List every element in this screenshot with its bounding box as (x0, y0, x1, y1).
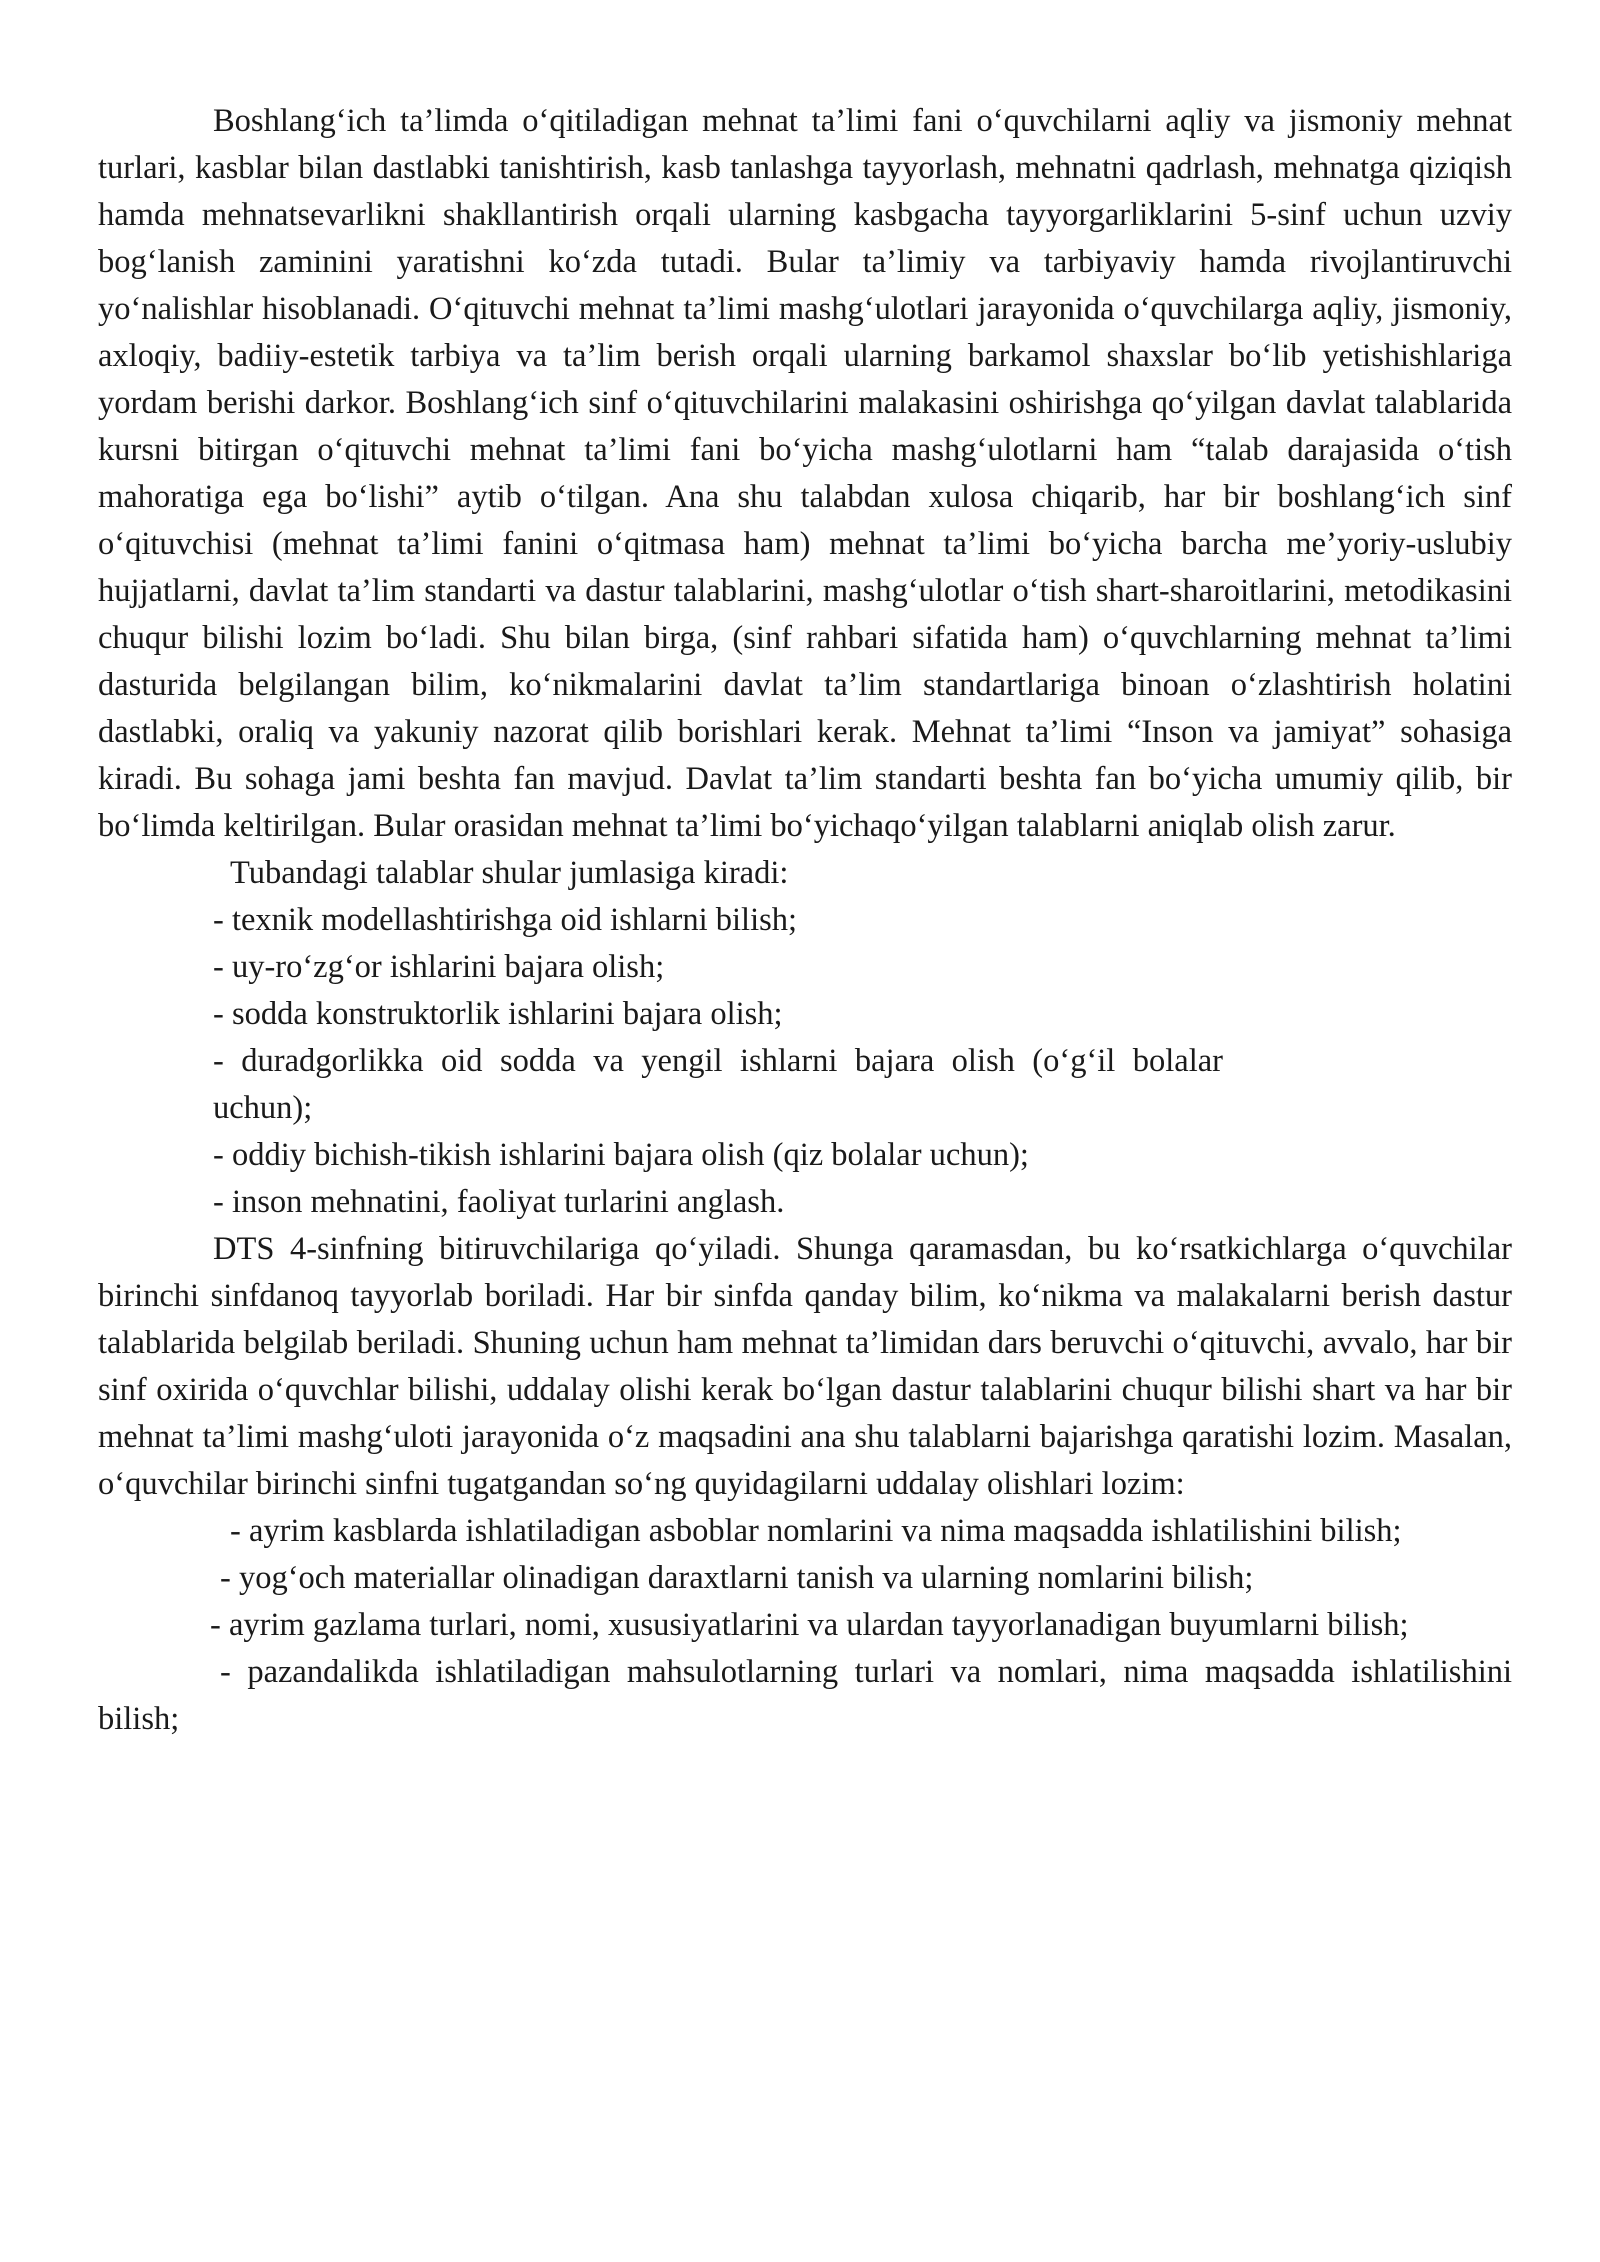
first-grade-skills-list (98, 1508, 1512, 1743)
skill-item: - yog‘och materiallar olinadigan daraxtlarni tanish va ularning nomlarini bilish; (220, 1560, 1254, 1596)
requirement-item: - uy-ro‘zg‘or ishlarini bajara olish; (213, 949, 665, 985)
requirement-item: - sodda konstruktorlik ishlarini bajara olish; (213, 996, 783, 1032)
requirement-item: - duradgorlikka oid sodda va yengil ishlarni bajara olish (o‘g‘il bolalar uchun); (213, 1043, 1223, 1126)
document-page (98, 98, 1512, 1743)
skill-item: - pazandalikda ishlatiladigan mahsulotlarning turlari va nomlari, nima maqsadda ishlatilishini bilish; (98, 1654, 1512, 1737)
requirement-item: - texnik modellashtirishga oid ishlarni bilish; (213, 902, 798, 938)
intro-paragraph: Boshlang‘ich ta’limda o‘qitiladigan mehnat ta’limi fani o‘quvchilarni aqliy va jismoniy mehnat turlari, kasblar bilan dastlabki tanishtirish, kasb tanlashga tayyorlash, mehnatni qadrlash, mehnatga qiziqish hamda mehnatsevarlikni shakllantirish orqali ularning kasbgacha tayyorgarliklarini 5-sinf uchun uzviy bog‘lanish zaminini yaratishni ko‘zda tutadi. Bular ta’limiy va tarbiyaviy hamda rivojlantiruvchi yo‘nalishlar hisoblanadi. O‘qituvchi mehnat ta’limi mashg‘ulotlari jarayonida o‘quvchilarga aqliy, jismoniy, axloqiy, badiiy-estetik tarbiya va ta’lim berish orqali ularning barkamol shaxslar bo‘lib yetishishlariga yordam berishi darkor. Boshlang‘ich sinf o‘qituvchilarini malakasini oshirishga qo‘yilgan davlat talablarida kursni bitirgan o‘qituvchi mehnat ta’limi fani bo‘yicha mashg‘ulotlarni ham “talab darajasida o‘tish mahoratiga ega bo‘lishi” aytib o‘tilgan. Ana shu talabdan xulosa chiqarib, har bir boshlang‘ich sinf o‘qituvchisi (mehnat ta’limi fanini o‘qitmasa ham) mehnat ta’limi bo‘yicha barcha me’yoriy-uslubiy hujjatlarni, davlat ta’lim standarti va dastur talablarini, mashg‘ulotlar o‘tish shart-sharoitlarini, metodikasini chuqur bilishi lozim bo‘ladi. Shu bilan birga, (sinf rahbari sifatida ham) o‘quvchlarning mehnat ta’limi dasturida belgilangan bilim, ko‘nikmalarini davlat ta’lim standartlariga binoan o‘zlashtirish holatini dastlabki, oraliq va yakuniy nazorat qilib borishlari kerak. Mehnat ta’limi “Inson va jamiyat” sohasiga kiradi. Bu sohaga jami beshta fan mavjud. Davlat ta’lim standarti beshta fan bo‘yicha umumiy qilib, bir bo‘limda keltirilgan. Bular orasidan mehnat ta’limi bo‘yichaqo‘yilgan talablarni aniqlab olish zarur. (98, 103, 1512, 844)
skill-item: - ayrim kasblarda ishlatiladigan asboblar nomlarini va nima maqsadda ishlatilishini bilish; (230, 1513, 1402, 1549)
dts-paragraph: DTS 4-sinfning bitiruvchilariga qo‘yiladi. Shunga qaramasdan, bu ko‘rsatkichlarga o‘quvchilar birinchi sinfdanoq tayyorlab boriladi. Har bir sinfda qanday bilim, ko‘nikma va malakalarni berish dastur talablarida belgilab beriladi. Shuning uchun ham mehnat ta’limidan dars beruvchi o‘qituvchi, avvalo, har bir sinf oxirida o‘quvchlar bilishi, uddalay olishi kerak bo‘lgan dastur talablarini chuqur bilishi shart va har bir mehnat ta’limi mashg‘uloti jarayonida o‘z maqsadini ana shu talablarni bajarishga qaratishi lozim. Masalan, o‘quvchilar birinchi sinfni tugatgandan so‘ng quyidagilarni uddalay olishlari lozim: (98, 1231, 1512, 1502)
requirements-intro: Tubandagi talablar shular jumlasiga kiradi: (230, 855, 789, 891)
requirement-item: - inson mehnatini, faoliyat turlarini anglash. (213, 1184, 785, 1220)
skill-item: - ayrim gazlama turlari, nomi, xususiyatlarini va ulardan tayyorlanadigan buyumlarni bilish; (210, 1607, 1409, 1643)
requirement-item: - oddiy bichish-tikish ishlarini bajara olish (qiz bolalar uchun); (213, 1137, 1029, 1173)
requirements-list (98, 897, 1512, 1226)
